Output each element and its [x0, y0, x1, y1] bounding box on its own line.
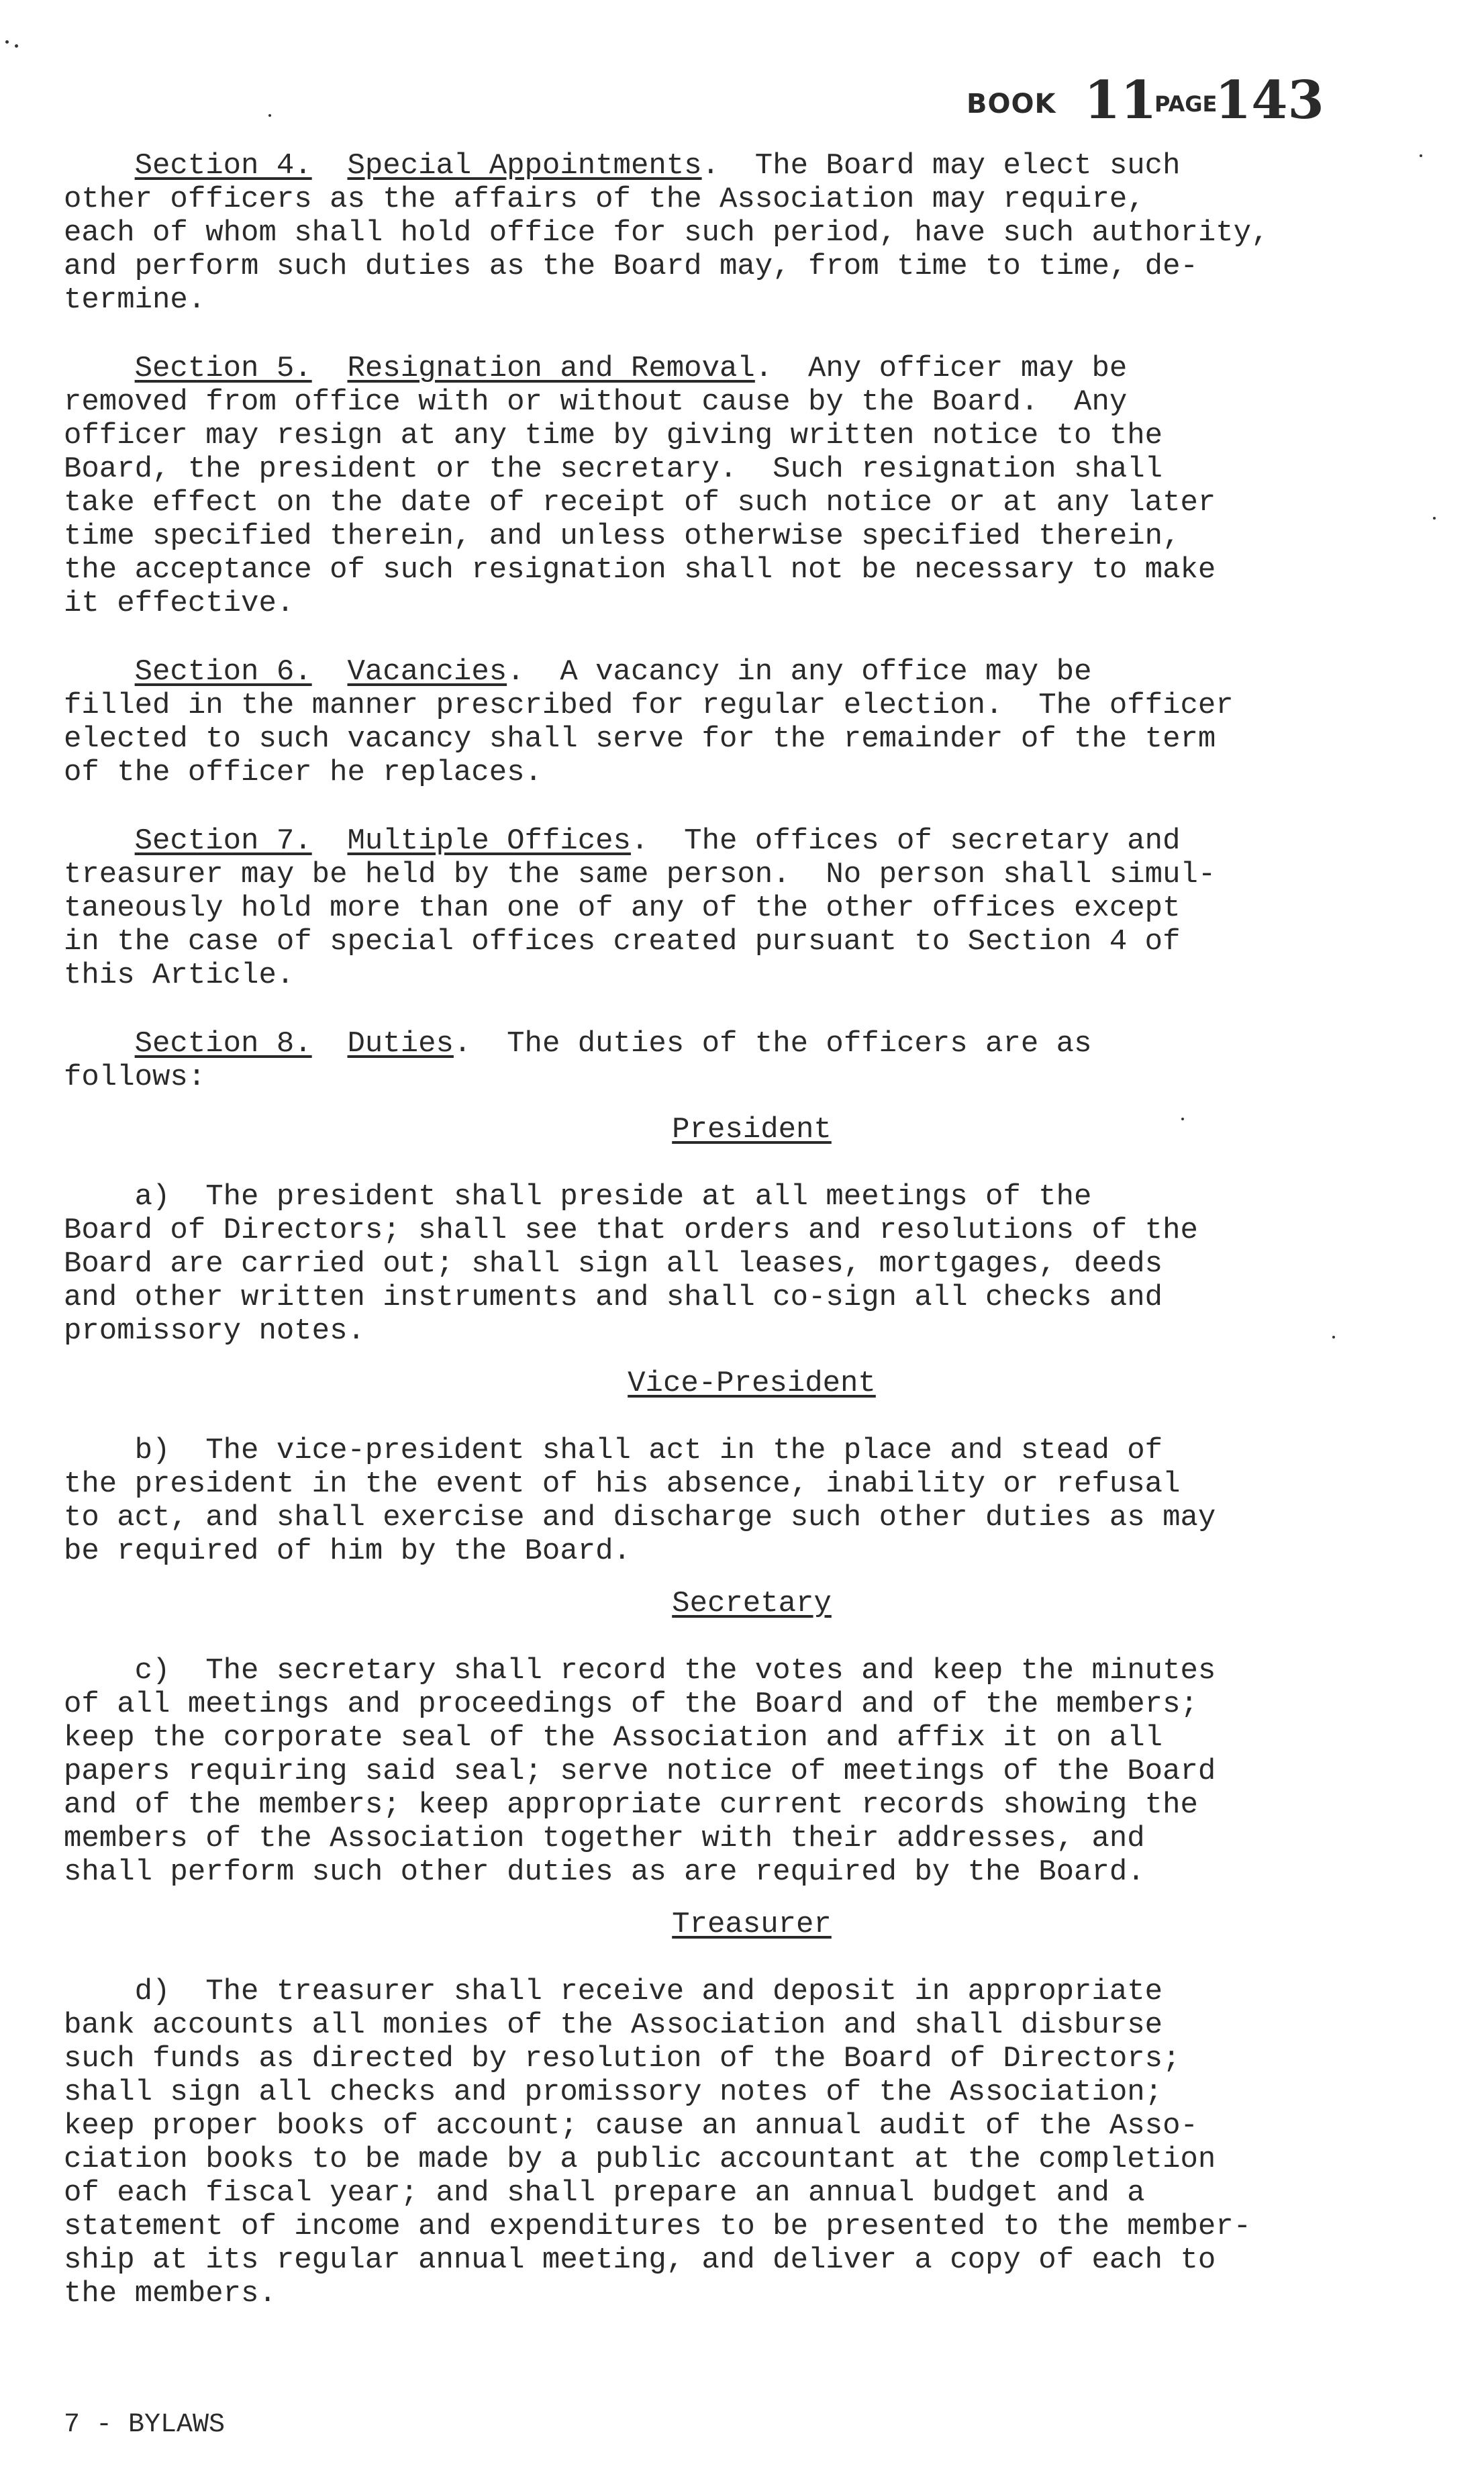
secretary-line: and of the members; keep appropriate current records showing the: [64, 1788, 1198, 1822]
vice-president-line: the president in the event of his absence, inability or refusal: [64, 1467, 1181, 1501]
vice-president-line: to act, and shall exercise and discharge such other duties as may: [64, 1501, 1216, 1534]
treasurer-line: shall sign all checks and promissory notes of the Association;: [64, 2076, 1163, 2109]
section-6-line: . A vacancy in any office may be: [507, 655, 1092, 689]
section-7-number: Section 7.: [134, 824, 312, 858]
vice-president-heading-text: Vice-President: [628, 1367, 876, 1400]
section-7-line: taneously hold more than one of any of the other offices except: [64, 891, 1181, 925]
vice-president-line: b) The vice-president shall act in the place and stead of: [64, 1434, 1163, 1467]
secretary-line: papers requiring said seal; serve notice of meetings of the Board: [64, 1755, 1216, 1788]
section-5-line: time specified therein, and unless otherwise specified therein,: [64, 520, 1181, 553]
treasurer-line: d) The treasurer shall receive and deposit in appropriate: [64, 1975, 1163, 2008]
treasurer-line: such funds as directed by resolution of the Board of Directors;: [64, 2042, 1181, 2076]
secretary-line: shall perform such other duties as are required by the Board.: [64, 1855, 1145, 1889]
book-number: 11: [1084, 70, 1157, 131]
section-5-line: the acceptance of such resignation shall not be necessary to make: [64, 553, 1216, 587]
treasurer-duties: [64, 1975, 1440, 2310]
treasurer-line: bank accounts all monies of the Association and shall disburse: [64, 2008, 1163, 2042]
section-7-line: treasurer may be held by the same person. No person shall simul-: [64, 858, 1216, 891]
page-footer: 7 - BYLAWS: [64, 2410, 226, 2440]
section-4-line: other officers as the affairs of the Association may require,: [64, 183, 1145, 216]
section-5-line: officer may resign at any time by giving written notice to the: [64, 419, 1163, 452]
section-5-first-line: [64, 352, 1440, 385]
section-5-line: . Any officer may be: [754, 352, 1128, 385]
section-8-number: Section 8.: [134, 1027, 312, 1061]
scan-speck: [1332, 1336, 1335, 1338]
section-5: [64, 352, 1440, 620]
section-4: [64, 149, 1440, 317]
section-5-line: Board, the president or the secretary. Such resignation shall: [64, 452, 1163, 486]
treasurer-line: statement of income and expenditures to be presented to the member-: [64, 2210, 1252, 2243]
section-7-line: in the case of special offices created pursuant to Section 4 of: [64, 925, 1181, 959]
section-6: [64, 655, 1440, 789]
section-8: [64, 1027, 1440, 1094]
secretary-line: c) The secretary shall record the votes and keep the minutes: [64, 1654, 1216, 1688]
book-label: BOOK: [967, 89, 1056, 119]
secretary-duties: [64, 1654, 1440, 1889]
section-5-number: Section 5.: [134, 352, 312, 385]
page-header: [967, 67, 1383, 134]
section-5-line: take effect on the date of receipt of such notice or at any later: [64, 486, 1216, 520]
section-6-line: filled in the manner prescribed for regular election. The officer: [64, 689, 1234, 722]
section-4-line: each of whom shall hold office for such period, have such authority,: [64, 216, 1269, 250]
section-4-number: Section 4.: [134, 149, 312, 183]
vice-president-duties: [64, 1434, 1440, 1568]
treasurer-heading-text: Treasurer: [672, 1908, 832, 1941]
document-body: [64, 149, 1440, 2310]
scan-speck: [1181, 1118, 1184, 1120]
page-label: PAGE: [1154, 91, 1218, 117]
secretary-line: members of the Association together with their addresses, and: [64, 1822, 1145, 1855]
president-line: Board are carried out; shall sign all leases, mortgages, deeds: [64, 1247, 1163, 1281]
president-duties: [64, 1180, 1440, 1348]
secretary-line: of all meetings and proceedings of the Board and of the members;: [64, 1688, 1198, 1721]
section-4-title: Special Appointments: [347, 149, 702, 183]
president-heading-text: President: [672, 1113, 832, 1147]
section-6-title: Vacancies: [347, 655, 507, 689]
section-7-line: . The offices of secretary and: [630, 824, 1181, 858]
section-4-line: . The Board may elect such: [701, 149, 1181, 183]
section-7-title: Multiple Offices: [347, 824, 631, 858]
president-line: and other written instruments and shall co-sign all checks and: [64, 1281, 1163, 1314]
section-6-first-line: [64, 655, 1440, 689]
treasurer-line: ship at its regular annual meeting, and deliver a copy of each to: [64, 2243, 1216, 2277]
page-number: 143: [1215, 70, 1324, 131]
treasurer-heading: [64, 1908, 1440, 1941]
section-4-line: and perform such duties as the Board may, from time to time, de-: [64, 250, 1198, 283]
scan-speck: [268, 114, 271, 117]
secretary-heading-text: Secretary: [672, 1587, 832, 1620]
secretary-line: keep the corporate seal of the Association and affix it on all: [64, 1721, 1163, 1755]
scan-speck: [1420, 154, 1422, 157]
vice-president-heading: [64, 1367, 1440, 1400]
section-5-title: Resignation and Removal: [347, 352, 755, 385]
section-5-line: it effective.: [64, 587, 295, 620]
section-4-line: termine.: [64, 283, 206, 317]
section-7: [64, 824, 1440, 992]
section-8-first-line: [64, 1027, 1440, 1061]
treasurer-line: the members.: [64, 2277, 277, 2310]
secretary-heading: [64, 1587, 1440, 1620]
section-8-line: follows:: [64, 1061, 206, 1094]
section-6-number: Section 6.: [134, 655, 312, 689]
treasurer-line: of each fiscal year; and shall prepare an annual budget and a: [64, 2176, 1145, 2210]
president-heading: [64, 1113, 1440, 1147]
section-8-line: . The duties of the officers are as: [453, 1027, 1092, 1061]
section-4-first-line: [64, 149, 1440, 183]
treasurer-line: ciation books to be made by a public accountant at the completion: [64, 2143, 1216, 2176]
section-7-line: this Article.: [64, 959, 295, 992]
scan-speck: [15, 44, 18, 48]
treasurer-line: keep proper books of account; cause an annual audit of the Asso-: [64, 2109, 1198, 2143]
vice-president-line: be required of him by the Board.: [64, 1534, 631, 1568]
section-6-line: elected to such vacancy shall serve for the remainder of the term: [64, 722, 1216, 756]
section-5-line: removed from office with or without cause by the Board. Any: [64, 385, 1128, 419]
president-line: a) The president shall preside at all meetings of the: [64, 1180, 1092, 1214]
president-line: Board of Directors; shall see that orders and resolutions of the: [64, 1214, 1198, 1247]
section-7-first-line: [64, 824, 1440, 858]
scan-speck: [5, 40, 9, 44]
president-line: promissory notes.: [64, 1314, 365, 1348]
section-8-title: Duties: [347, 1027, 454, 1061]
section-6-line: of the officer he replaces.: [64, 756, 542, 789]
scan-speck: [1433, 517, 1436, 520]
